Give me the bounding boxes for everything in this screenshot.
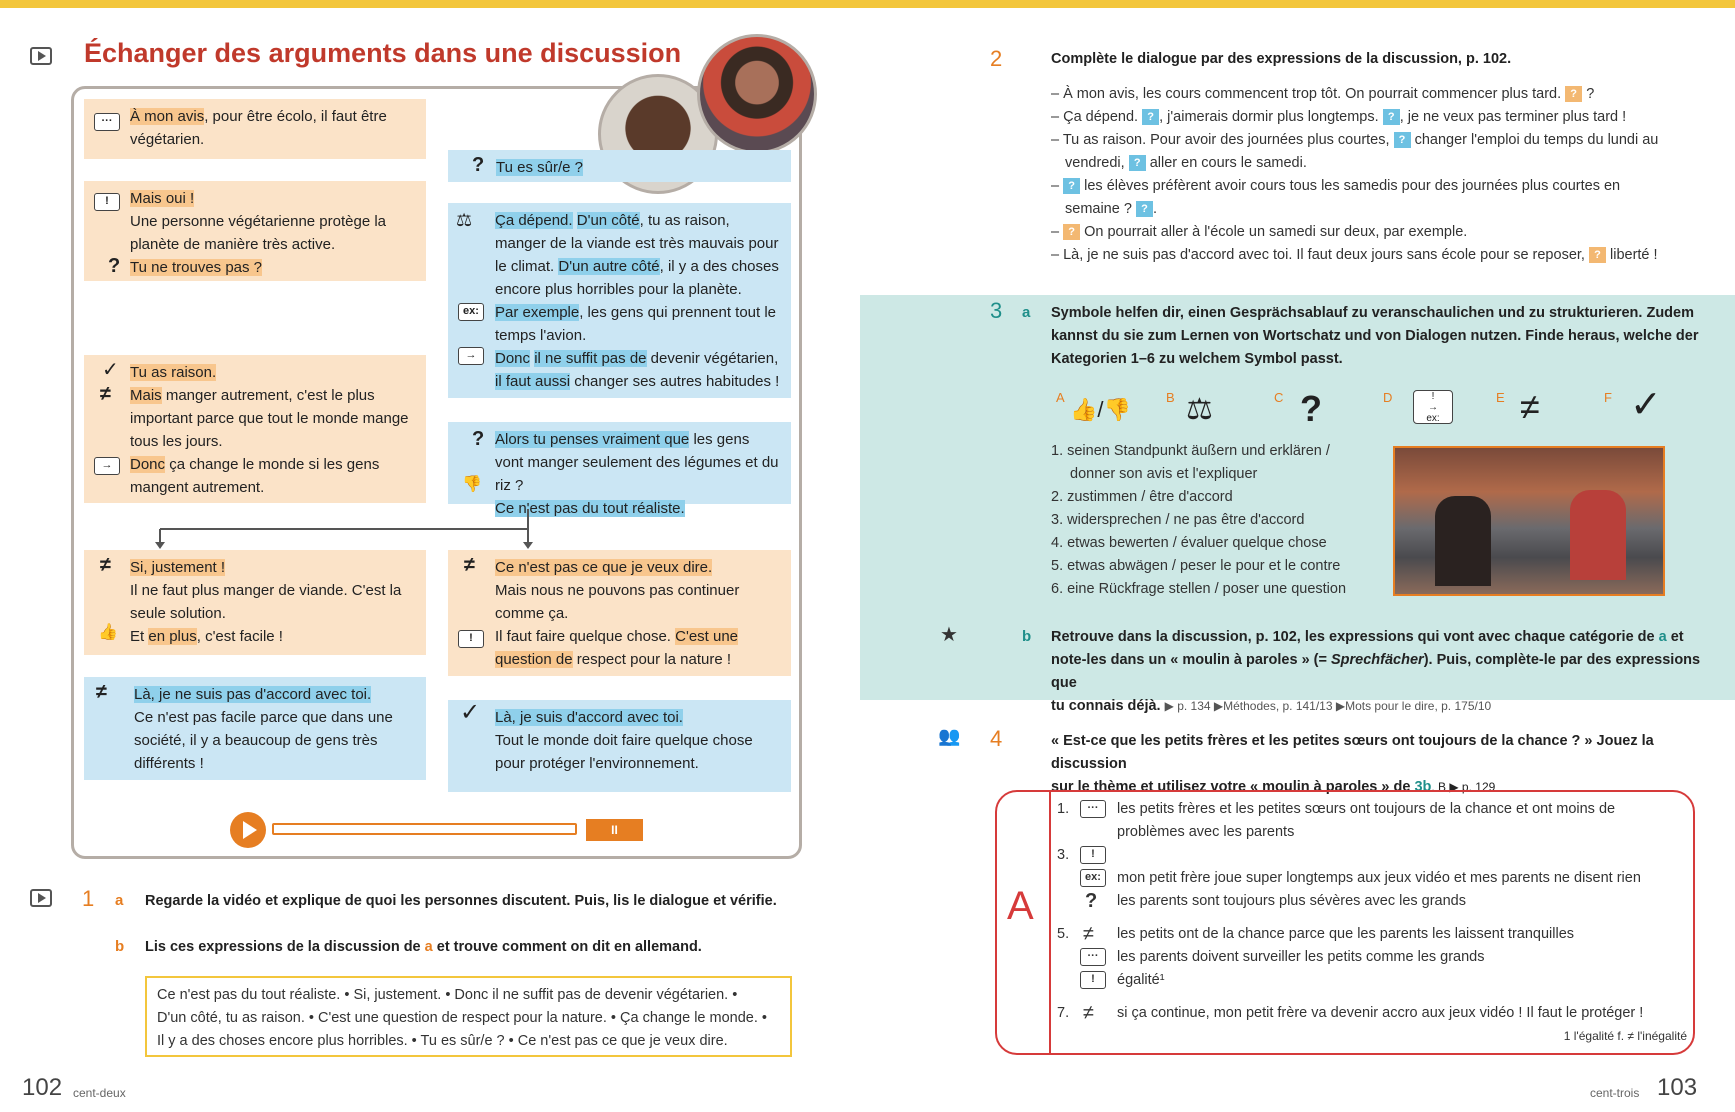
item-text: les parents sont toujours plus sévères avec les grands: [1117, 893, 1466, 909]
thumbs-up-icon: 👍/👎: [1070, 397, 1131, 422]
line: liberté !: [1610, 247, 1658, 263]
exercise-letter: a: [115, 892, 124, 909]
blank[interactable]: ?: [1565, 86, 1582, 102]
video-progress-bar[interactable]: [272, 823, 577, 835]
blank[interactable]: ?: [1589, 247, 1606, 263]
speech-icon: ···: [94, 113, 120, 131]
text: Retrouve dans la discussion, p. 102, les expressions qui vont avec chaque catégorie de: [1051, 629, 1655, 645]
not-equal-icon: ≠: [1083, 923, 1094, 945]
page-word: cent-trois: [1590, 1086, 1640, 1100]
top-accent-bar: [0, 0, 860, 8]
hl: C'est une question de: [495, 628, 739, 668]
text: Sprechfächer: [1331, 652, 1424, 668]
bubble-mais-oui: [84, 181, 426, 281]
right-page: [860, 0, 1735, 1112]
symbol-letter: C: [1274, 390, 1284, 405]
blank[interactable]: ?: [1136, 201, 1153, 217]
hl: Alors tu penses vraiment que: [495, 431, 690, 448]
bubble-text: , pour être écolo, il faut être végétarien.: [130, 108, 387, 148]
page-title: Échanger des arguments dans une discussion: [84, 38, 682, 68]
line: – Là, je ne suis pas d'accord avec toi. Il faut deux jours sans école pour se reposer,: [1051, 247, 1585, 263]
blank[interactable]: ?: [1063, 178, 1080, 194]
box-line: Ce n'est pas du tout réaliste. • Si, justement. • Donc il ne suffit pas de devenir végétarien. •: [157, 987, 738, 1003]
exercise-number: 3: [990, 298, 1003, 323]
hl: il faut aussi: [495, 373, 571, 390]
text: et: [1670, 629, 1684, 645]
line: les élèves préfèrent avoir cours tous les samedis pour des journées plus courtes en: [1084, 178, 1621, 194]
thumbs-down-icon: 👎: [462, 476, 482, 493]
not-equal-icon: ≠: [100, 554, 111, 576]
group-icon: 👥: [938, 726, 961, 746]
text: « Est-ce que les petits frères et les petites sœurs ont toujours de la chance ? » Jouez la discussion: [1051, 733, 1654, 772]
hl-mais-oui: Mais oui !: [130, 190, 195, 207]
hl: Tu as raison.: [130, 364, 217, 381]
bubble-text: ça change le monde si les gens mangent autrement.: [130, 456, 380, 496]
line: changer l'emploi du temps du lundi au: [1414, 132, 1659, 148]
bubble-text: Mais nous ne pouvons pas continuer comme ça.: [495, 582, 740, 622]
line: – À mon avis, les cours commencent trop tôt. On pourrait commencer plus tard.: [1051, 86, 1562, 102]
blank[interactable]: ?: [1129, 155, 1146, 171]
avatar-girl: [697, 34, 817, 154]
exercise-letter: b: [1022, 628, 1032, 645]
hl: D'un côté: [576, 212, 640, 229]
line: – Ça dépend.: [1051, 109, 1139, 125]
check-icon: ✓: [1630, 384, 1662, 426]
exercise-letter: b: [115, 938, 125, 955]
refs[interactable]: ▶ p. 134 ▶Méthodes, p. 141/13 ▶Mots pour le dire, p. 175/10: [1164, 699, 1492, 713]
star-icon: ★: [940, 624, 958, 646]
symbol-letter: D: [1383, 390, 1393, 405]
check-icon: ✓: [102, 359, 119, 381]
item-text: les parents doivent surveiller les petits comme les grands: [1117, 949, 1485, 965]
text: ). Puis, complète-le par des expressions que: [1051, 652, 1701, 691]
exercise-number: 2: [990, 46, 1003, 71]
category: 5. etwas abwägen / peser le pour et le contre: [1051, 558, 1341, 574]
item-text: problèmes avec les parents: [1117, 824, 1295, 840]
left-page: [0, 0, 860, 1112]
question-icon: ?: [108, 255, 121, 277]
hl: Là, je ne suis pas d'accord avec toi.: [134, 686, 372, 703]
bubble-text: changer ses autres habitudes !: [574, 373, 780, 390]
partner-items: [1057, 798, 1697, 1045]
item-text: égalité¹: [1117, 972, 1165, 988]
example-icon: ex:: [458, 303, 484, 321]
item-num: 5.: [1057, 926, 1070, 942]
category: 4. etwas bewerten / évaluer quelque chose: [1051, 535, 1327, 551]
bubble-opinion: [84, 99, 426, 159]
page-number: 102: [22, 1074, 63, 1101]
hl-a-mon-avis: À mon avis: [130, 108, 205, 125]
not-equal-icon: ≠: [96, 681, 107, 703]
not-equal-icon: ≠: [1520, 386, 1540, 427]
play-icon[interactable]: [230, 812, 266, 848]
connector-arrows: [150, 504, 540, 549]
line: On pourrait aller à l'école un samedi sur deux, par exemple.: [1084, 224, 1468, 240]
line: aller en cours le samedi.: [1149, 155, 1307, 171]
exercise-1a-text: Regarde la vidéo et explique de quoi les personnes discutent. Puis, lis le dialogue et vérifie.: [145, 893, 777, 909]
blank[interactable]: ?: [1063, 224, 1080, 240]
bubble-ca-depend: [448, 203, 791, 398]
top-accent-bar: [860, 0, 1735, 8]
exercise-letter: a: [1022, 304, 1031, 321]
scales-icon: ⚖: [1186, 393, 1213, 426]
item-text: les petits ont de la chance parce que les parents les laissent tranquilles: [1117, 926, 1575, 942]
blank[interactable]: ?: [1394, 132, 1411, 148]
bubble-text: Il ne faut plus manger de viande. C'est la seule solution.: [130, 582, 402, 622]
bubble-text: , c'est facile !: [196, 628, 283, 645]
blank[interactable]: ?: [1383, 109, 1400, 125]
bubble-daccord: [448, 700, 791, 792]
arrow-icon: →: [94, 457, 120, 475]
line: , je ne veux pas terminer plus tard !: [1399, 109, 1627, 125]
bubble-pas-daccord: [84, 677, 426, 780]
hl: Donc: [130, 456, 166, 473]
page-word: cent-deux: [73, 1086, 126, 1100]
speech-icon: ···: [1080, 948, 1106, 966]
question-icon: ?: [472, 154, 485, 176]
scales-icon: ⚖: [456, 210, 473, 230]
symbol-letter: B: [1166, 390, 1175, 405]
exclamation-icon: !: [1080, 846, 1106, 864]
bubble-alors: [448, 422, 791, 517]
bubble-text: Il faut faire quelque chose.: [495, 628, 671, 645]
item-text: les petits frères et les petites sœurs ont toujours de la chance et ont moins de: [1117, 801, 1616, 817]
box-line: D'un côté, tu as raison. • C'est une question de respect pour la nature. • Ça change le monde. •: [157, 1010, 767, 1026]
hl: Ce n'est pas du tout réaliste.: [495, 500, 685, 517]
hl: en plus: [148, 628, 197, 645]
categories-list: [1051, 440, 1381, 601]
not-equal-icon: ≠: [100, 383, 111, 405]
check-icon: ✓: [460, 699, 481, 726]
bubble-text: , tu as raison, manger de la viande est très mauvais pour le climat.: [495, 212, 779, 275]
exclamation-icon: !: [458, 630, 484, 648]
not-equal-icon: ≠: [464, 554, 475, 576]
hl: Si, justement !: [130, 559, 226, 576]
partner-letter: A: [1007, 884, 1034, 928]
thumbs-up-icon: 👍: [98, 624, 118, 641]
exercise-1b-text: [145, 936, 702, 959]
symbol-letter: E: [1496, 390, 1505, 405]
hl: D'un autre côté: [558, 258, 660, 275]
video-icon[interactable]: [30, 889, 52, 907]
bubble-si-justement: [84, 550, 426, 655]
pause-icon[interactable]: II: [586, 819, 643, 841]
speech-symbols-icon: ! → ex:: [1413, 390, 1453, 424]
line: semaine ?: [1065, 201, 1132, 217]
hl: Ça dépend.: [495, 212, 573, 229]
item-num: 1.: [1057, 801, 1070, 817]
person-silhouette: [1435, 496, 1491, 586]
text: note-les dans un « moulin à paroles » (=: [1051, 652, 1327, 668]
ref: a: [424, 939, 433, 955]
hl-tu-ne-trouves-pas: Tu ne trouves pas ?: [130, 259, 263, 276]
hl: il ne suffit pas de: [534, 350, 647, 367]
exercise-2-dialogue: – À mon avis, les cours commencent trop tôt. On pourrait commencer plus tard. ? ? – Ça dépend. ? , j'aimerais dormir plus longtemps. ? , je ne veux pas terminer plus tard ! – Tu as raison. Pour avoir des journées plus courtes, ? changer l'emploi du temps du lundi au vendredi, ? aller en cours le samedi. – ? les élèves préfèrent avoir cours tous les samedis pour des journées plus courtes en semaine ? ? . – ? On pourrait aller à l'école un samedi sur deux, par exemple. – Là, je ne suis pas d'accord avec toi. Il faut deux jours sans école pour se reposer, ? liberté !: [1051, 86, 1659, 263]
person-silhouette: [1570, 490, 1626, 580]
ref: 3b: [1414, 779, 1432, 795]
bubble-text: , il y a des choses encore plus horribles pour la planète.: [495, 258, 779, 298]
category: 2. zustimmen / être d'accord: [1051, 489, 1233, 505]
bubble-text: Tout le monde doit faire quelque chose pour protéger l'environnement.: [495, 732, 753, 772]
item-text: mon petit frère joue super longtemps aux jeux vidéo et mes parents ne disent rien: [1117, 870, 1641, 886]
text: Lis ces expressions de la discussion de: [145, 939, 421, 955]
category: donner son avis et l'expliquer: [1070, 466, 1258, 482]
bubble-text: manger autrement, c'est le plus important parce que tout le monde mange tous les jours.: [130, 387, 409, 450]
expressions-box: [145, 976, 792, 1057]
item-num: 7.: [1057, 1005, 1070, 1021]
question-icon: ?: [1300, 388, 1322, 429]
footnote: 1 l'égalité f. ≠ l'inégalité: [1563, 1029, 1687, 1043]
example-icon: ex:: [1080, 869, 1106, 887]
text: sur le thème et utilisez votre « moulin à paroles » de: [1051, 779, 1411, 795]
video-still-image: [1393, 446, 1665, 596]
box-line: Il y a des choses encore plus horribles. • Tu es sûr/e ? • Ce n'est pas ce que je veux dire.: [157, 1033, 728, 1049]
exclamation-icon: !: [94, 193, 120, 211]
bubble-tu-as-raison: [84, 355, 426, 503]
ref: a: [1658, 629, 1667, 645]
bubble-ce-nest-pas: [448, 550, 791, 676]
category: 1. seinen Standpunkt äußern und erklären /: [1051, 443, 1330, 459]
exercise-number: 1: [82, 886, 95, 911]
hl: Ce n'est pas ce que je veux dire.: [495, 559, 713, 576]
exercise-3b-text: [1051, 626, 1711, 718]
video-icon[interactable]: [30, 47, 52, 65]
item-num: 3.: [1057, 847, 1070, 863]
line: vendredi,: [1065, 155, 1125, 171]
exercise-2-text: Complète le dialogue par des expressions de la discussion, p. 102.: [1051, 51, 1512, 67]
bubble-text: Et: [130, 628, 145, 645]
page-number: 103: [1657, 1074, 1698, 1101]
blank[interactable]: ?: [1142, 109, 1159, 125]
bubble-question: [448, 150, 791, 182]
line: – Tu as raison. Pour avoir des journées plus courtes,: [1051, 132, 1390, 148]
exercise-4-text: [1051, 730, 1711, 799]
bubble-text: les gens vont manger seulement des légumes et du riz ?: [495, 431, 779, 494]
speech-icon: ···: [1080, 800, 1106, 818]
bubble-text: , les gens qui prennent tout le temps l'avion.: [495, 304, 777, 344]
hl-tu-es-sur: Tu es sûr/e ?: [496, 159, 583, 176]
text: tu connais déjà.: [1051, 698, 1161, 714]
symbol-letter: F: [1604, 390, 1612, 405]
hl: Donc: [495, 350, 531, 367]
exercise-number: 4: [990, 726, 1003, 751]
exclamation-icon: !: [1080, 971, 1106, 989]
question-icon: ?: [1085, 890, 1098, 912]
bubble-text: Ce n'est pas facile parce que dans une société, il y a beaucoup de gens très différents !: [134, 709, 393, 772]
bubble-text: Une personne végétarienne protège la planète de manière très active.: [130, 213, 387, 253]
symbol-letter: A: [1056, 390, 1065, 405]
divider: [1049, 792, 1051, 1053]
text: et trouve comment on dit en allemand.: [436, 939, 702, 955]
hl: Là, je suis d'accord avec toi.: [495, 709, 683, 726]
arrow-icon: →: [458, 347, 484, 365]
question-icon: ?: [472, 428, 485, 450]
item-text: si ça continue, mon petit frère va devenir accro aux jeux vidéo ! Il faut le protéger !: [1117, 1005, 1644, 1021]
category: 3. widersprechen / ne pas être d'accord: [1051, 512, 1305, 528]
bubble-text: respect pour la nature !: [576, 651, 732, 668]
bubble-text: devenir végétarien,: [650, 350, 779, 367]
exercise-3a-text: Symbole helfen dir, einen Gesprächsablauf zu veranschaulichen und zu strukturieren. Zudem kannst du sie zum Lernen von Wortschatz und von Dialogen nutzen. Finde heraus, welche der Kategorien 1–6 zu welchem Symbol passt.: [1051, 305, 1699, 367]
hl: Par exemple: [495, 304, 580, 321]
category: 6. eine Rückfrage stellen / poser une question: [1051, 581, 1347, 597]
hl: Mais: [130, 387, 162, 404]
not-equal-icon: ≠: [1083, 1002, 1094, 1024]
refs[interactable]: . B ▶ p. 129: [1431, 780, 1496, 794]
line: , j'aimerais dormir plus longtemps.: [1159, 109, 1379, 125]
